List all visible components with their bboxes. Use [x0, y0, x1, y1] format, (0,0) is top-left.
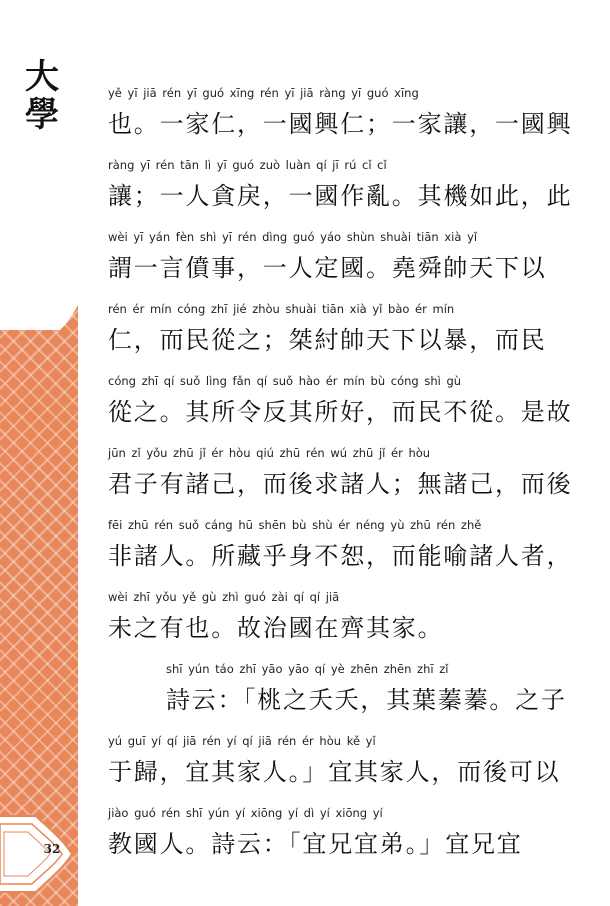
- pinyin-line: fēi zhū rén suǒ cáng hū shēn bù shù ér néng yù zhū rén zhě: [108, 518, 482, 532]
- book-title: [22, 58, 62, 134]
- book-title-char: 學: [25, 95, 59, 135]
- text-line: [108, 806, 578, 878]
- chinese-line: 教國人。詩云：「宜兄宜弟。」宜兄宜: [108, 830, 523, 858]
- chinese-line: 仁，而民從之；桀紂帥天下以暴，而民: [108, 326, 547, 354]
- text-body: [108, 86, 578, 878]
- chinese-line: 非諸人。所藏乎身不恕，而能喻諸人者，: [108, 542, 573, 570]
- pinyin-line: shī yún táo zhī yāo yāo qí yè zhēn zhēn zhī zǐ: [166, 662, 449, 676]
- chinese-line: 從之。其所令反其所好，而民不從。是故: [108, 398, 573, 426]
- text-line: [108, 374, 578, 446]
- page-number: 32: [43, 842, 61, 856]
- brush-stroke-decoration: [0, 0, 78, 330]
- pinyin-line: yú guī yí qí jiā rén yí qí jiā rén ér hòu kě yǐ: [108, 734, 376, 748]
- text-line: [108, 86, 578, 158]
- pinyin-line: jūn zǐ yǒu zhū jǐ ér hòu qiú zhū rén wú zhū jǐ ér hòu: [108, 446, 431, 460]
- chinese-line: 未之有也。故治國在齊其家。: [108, 614, 444, 642]
- chinese-line: 君子有諸己，而後求諸人；無諸己，而後: [108, 470, 573, 498]
- decorative-sidebar: [0, 0, 78, 906]
- text-line: [108, 518, 578, 590]
- text-line: [108, 590, 578, 662]
- text-line: [108, 446, 578, 518]
- chinese-line: 也。一家仁，一國興仁；一家讓，一國興: [108, 110, 573, 138]
- pinyin-line: rén ér mín cóng zhī jié zhòu shuài tiān xià yǐ bào ér mín: [108, 302, 455, 316]
- chinese-line: 謂一言僨事，一人定國。堯舜帥天下以: [108, 254, 547, 282]
- pinyin-line: yě yī jiā rén yī guó xīng rén yī jiā ràng yī guó xīng: [108, 86, 419, 100]
- chinese-line: 詩云：「桃之夭夭，其葉蓁蓁。之子: [166, 686, 567, 714]
- pinyin-line: cóng zhī qí suǒ lìng fǎn qí suǒ hào ér mín bù cóng shì gù: [108, 374, 462, 388]
- text-line: [108, 230, 578, 302]
- text-line: [108, 734, 578, 806]
- pinyin-line: jiào guó rén shī yún yí xiōng yí dì yí xiōng yí: [108, 806, 383, 820]
- book-title-char: 大: [25, 57, 59, 97]
- pinyin-line: ràng yī rén tān lì yī guó zuò luàn qí jī rú cǐ cǐ: [108, 158, 387, 172]
- pinyin-line: wèi zhī yǒu yě gù zhì guó zài qí qí jiā: [108, 590, 340, 604]
- text-line: [108, 158, 578, 230]
- chinese-line: 于歸，宜其家人。」宜其家人，而後可以: [108, 758, 561, 786]
- chinese-line: 讓；一人貪戾，一國作亂。其機如此，此: [108, 182, 573, 210]
- text-line: [108, 662, 578, 734]
- text-line: [108, 302, 578, 374]
- pinyin-line: wèi yī yán fèn shì yī rén dìng guó yáo shùn shuài tiān xià yǐ: [108, 230, 478, 244]
